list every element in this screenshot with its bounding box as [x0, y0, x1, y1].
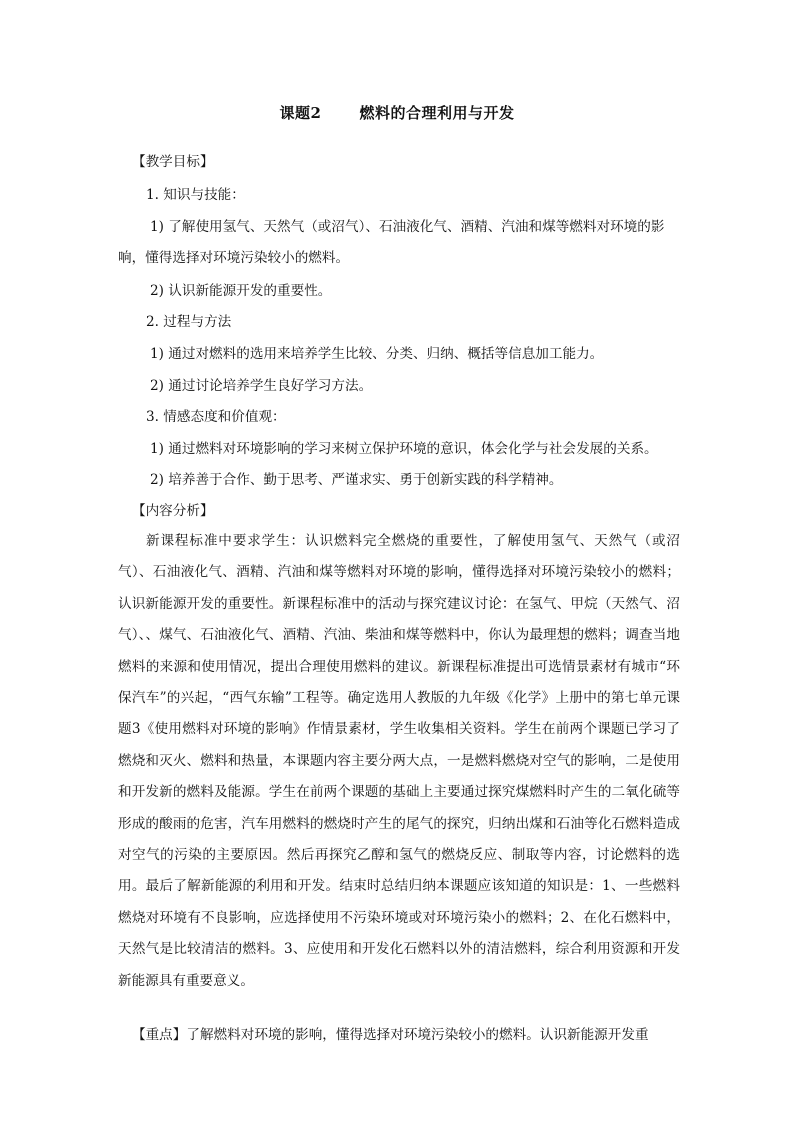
title-number: 课题2	[279, 104, 322, 122]
emotion-item-1: 1) 通过燃料对环境影响的学习来树立保护环境的意识，体会化学与社会发展的关系。	[150, 441, 658, 457]
page-title	[0, 102, 794, 123]
process-item-2: 2) 通过讨论培养学生良好学习方法。	[150, 378, 373, 394]
knowledge-item-2: 2) 认识新能源开发的重要性。	[150, 283, 332, 299]
knowledge-heading: 1. 知识与技能：	[146, 187, 245, 203]
analysis-paragraph: 新课程标准中要求学生：认识燃料完全燃烧的重要性，了解使用氢气、天然气（或沼气）、石油液化气、酒精、汽油和煤等燃料对环境的影响，懂得选择对环境污染较小的燃料；认识新能源开发的重要性。新课程标准中的活动与探究建议讨论：在氢气、甲烷（天然气、沼气）、、煤气、石油液化气、酒精、汽油、柴油和煤等燃料中，你认为最理想的燃料；调查当地燃料的来源和使用情况，提出合理使用燃料的建议。新课程标准提出可选情景素材有城市“环保汽车”的兴起，“西气东输”工程等。确定选用人教版的九年级《化学》上册中的第七单元课题3《使用燃料对环境的影响》作情景素材，学生收集相关资料。学生在前两个课题已学习了燃烧和灭火、燃料和热量，本课题内容主要分两大点，一是燃料燃烧对空气的影响，二是使用和开发新的燃料及能源。学生在前两个课题的基础上主要通过探究煤燃料时产生的二氧化硫等形成的酸雨的危害，汽车用燃料的燃烧时产生的尾气的探究，归纳出煤和石油等化石燃料造成对空气的污染的主要原因。然后再探究乙醇和氢气的燃烧反应、制取等内容，讨论燃料的选用。最后了解新能源的利用和开发。结束时总结归纳本课题应该知道的知识是：1、一些燃料燃烧对环境有不良影响，应选择使用不污染环境或对环境污染小的燃料；2、在化石燃料中，天然气是比较清洁的燃料。3、应使用和开发化石燃料以外的清洁燃料，综合利用资源和开发新能源具有重要意义。	[118, 533, 680, 989]
process-item-1: 1) 通过对燃料的选用来培养学生比较、分类、归纳、概括等信息加工能力。	[150, 346, 604, 362]
emotion-heading: 3. 情感态度和价值观：	[146, 409, 286, 425]
knowledge-item-1: 1) 了解使用氢气、天然气（或沼气）、石油液化气、酒精、汽油和煤等燃料对环境的影	[150, 219, 665, 235]
key-point-text: 了解燃料对环境的影响，懂得选择对环境污染较小的燃料。认识新能源开发重	[186, 1027, 649, 1043]
emotion-item-2: 2) 培养善于合作、勤于思考、严谨求实、勇于创新实践的科学精神。	[150, 472, 563, 488]
goals-heading: 【教学目标】	[132, 154, 214, 170]
key-point-label: 【重点】	[132, 1027, 187, 1043]
knowledge-item-1-cont: 响，懂得选择对环境污染较小的燃料。	[118, 250, 350, 266]
key-point	[132, 1025, 680, 1045]
analysis-heading: 【内容分析】	[132, 503, 214, 519]
process-heading: 2. 过程与方法	[146, 314, 232, 330]
title-text: 燃料的合理利用与开发	[359, 104, 515, 122]
